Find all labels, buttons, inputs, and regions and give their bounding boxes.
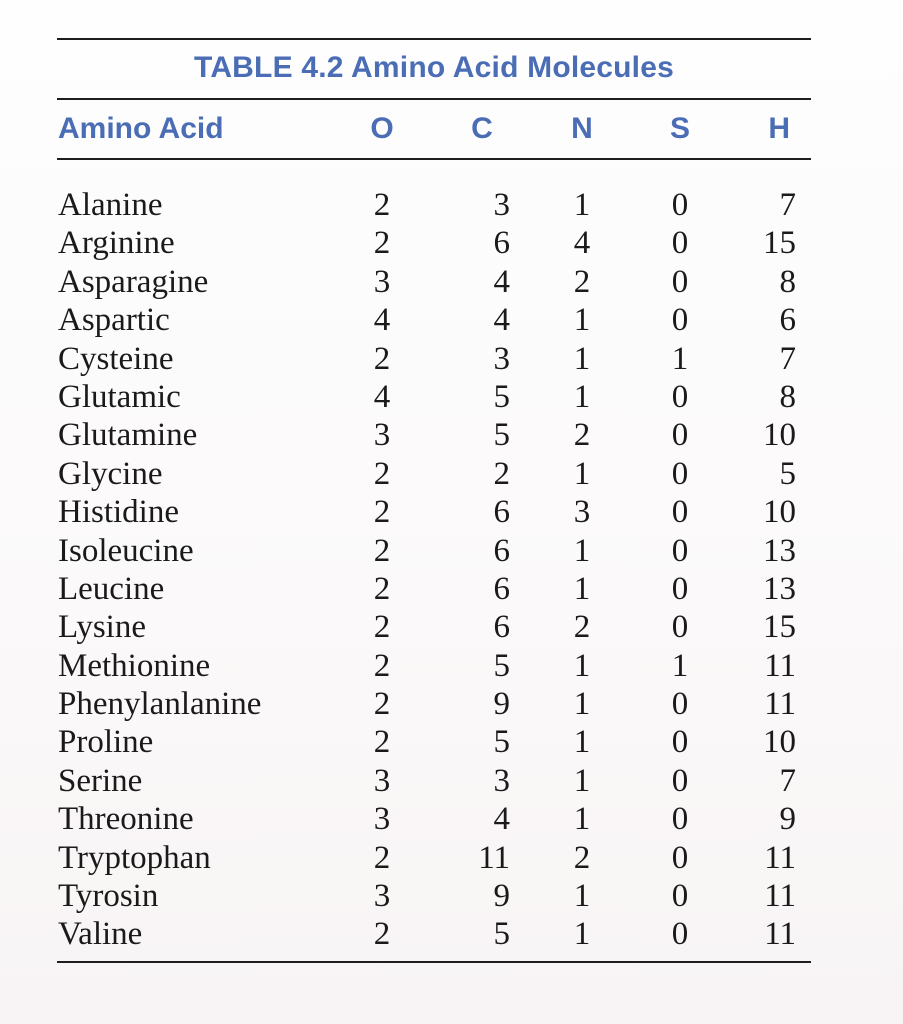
amino-acid-name: Valine xyxy=(58,916,143,953)
nitrogen-count: 1 xyxy=(573,570,591,607)
sulfur-count: 0 xyxy=(671,417,689,454)
sulfur-count: 0 xyxy=(671,225,689,262)
sulfur-count: 0 xyxy=(671,378,689,415)
table-row xyxy=(0,915,903,953)
amino-acid-name: Glycine xyxy=(58,455,163,492)
carbon-count: 6 xyxy=(493,225,510,262)
hydrogen-count: 10 xyxy=(763,494,796,531)
amino-acid-name: Alanine xyxy=(58,187,163,223)
sulfur-count: 1 xyxy=(671,647,689,684)
oxygen-count: 2 xyxy=(373,187,391,223)
table-row xyxy=(0,762,903,800)
hydrogen-count: 10 xyxy=(763,417,796,454)
carbon-count: 4 xyxy=(493,263,510,300)
table-row xyxy=(0,263,903,301)
nitrogen-count: 1 xyxy=(573,340,591,377)
carbon-count: 6 xyxy=(493,494,510,531)
carbon-count: 5 xyxy=(493,647,510,684)
amino-acid-name: Glutamic xyxy=(58,378,181,415)
amino-acid-name: Lysine xyxy=(58,609,146,646)
amino-acid-name: Tryptophan xyxy=(58,839,211,876)
sulfur-count: 0 xyxy=(671,302,689,339)
carbon-count: 9 xyxy=(493,686,510,723)
sulfur-count: 0 xyxy=(671,839,689,876)
hydrogen-count: 11 xyxy=(764,686,796,723)
amino-acid-name: Asparagine xyxy=(58,263,209,300)
nitrogen-count: 1 xyxy=(573,801,591,838)
nitrogen-count: 1 xyxy=(573,455,591,492)
oxygen-count: 2 xyxy=(373,724,391,761)
sulfur-count: 0 xyxy=(671,570,689,607)
oxygen-count: 2 xyxy=(373,455,391,492)
amino-acid-name: Arginine xyxy=(58,225,175,262)
top-rule xyxy=(57,38,811,40)
table-row xyxy=(0,532,903,570)
table-row xyxy=(0,493,903,531)
table-row xyxy=(0,839,903,877)
oxygen-count: 3 xyxy=(373,263,391,300)
oxygen-count: 4 xyxy=(373,302,391,339)
nitrogen-count: 1 xyxy=(573,378,591,415)
amino-acid-name: Threonine xyxy=(58,801,194,838)
title-rule xyxy=(57,98,811,100)
sulfur-count: 1 xyxy=(671,340,689,377)
header-sulfur: S xyxy=(669,112,690,145)
hydrogen-count: 8 xyxy=(779,263,796,300)
nitrogen-count: 1 xyxy=(573,532,591,569)
bottom-rule xyxy=(57,961,811,963)
nitrogen-count: 1 xyxy=(573,647,591,684)
hydrogen-count: 15 xyxy=(763,225,796,262)
hydrogen-count: 10 xyxy=(763,724,796,761)
carbon-count: 9 xyxy=(493,878,510,915)
amino-acid-name: Leucine xyxy=(58,570,165,607)
table-row xyxy=(0,416,903,454)
header-carbon: C xyxy=(471,112,493,145)
carbon-count: 3 xyxy=(493,762,510,799)
hydrogen-count: 8 xyxy=(779,378,796,415)
carbon-count: 6 xyxy=(493,570,510,607)
sulfur-count: 0 xyxy=(671,878,689,915)
oxygen-count: 2 xyxy=(373,340,391,377)
oxygen-count: 2 xyxy=(373,839,391,876)
table-title: TABLE 4.2 Amino Acid Molecules xyxy=(194,51,674,84)
table-row xyxy=(0,723,903,761)
oxygen-count: 3 xyxy=(373,878,391,915)
amino-acid-name: Proline xyxy=(58,724,154,761)
nitrogen-count: 2 xyxy=(573,263,591,300)
sulfur-count: 0 xyxy=(671,762,689,799)
table-row xyxy=(0,800,903,838)
oxygen-count: 2 xyxy=(373,532,391,569)
oxygen-count: 2 xyxy=(373,647,391,684)
table-row xyxy=(0,455,903,493)
nitrogen-count: 3 xyxy=(573,494,591,531)
hydrogen-count: 11 xyxy=(764,839,796,876)
carbon-count: 5 xyxy=(493,916,510,953)
carbon-count: 4 xyxy=(493,801,510,838)
header-rule xyxy=(57,158,811,160)
carbon-count: 4 xyxy=(493,302,510,339)
sulfur-count: 0 xyxy=(671,686,689,723)
nitrogen-count: 1 xyxy=(573,762,591,799)
table-row xyxy=(0,186,903,224)
oxygen-count: 4 xyxy=(373,378,391,415)
header-nitrogen: N xyxy=(571,112,593,145)
hydrogen-count: 7 xyxy=(779,340,796,377)
table-row xyxy=(0,647,903,685)
table-body xyxy=(0,186,903,954)
table-row xyxy=(0,685,903,723)
nitrogen-count: 1 xyxy=(573,302,591,339)
amino-acid-name: Aspartic xyxy=(58,302,170,339)
hydrogen-count: 11 xyxy=(764,647,796,684)
sulfur-count: 0 xyxy=(671,801,689,838)
carbon-count: 2 xyxy=(493,455,510,492)
carbon-count: 5 xyxy=(493,724,510,761)
sulfur-count: 0 xyxy=(671,494,689,531)
hydrogen-count: 15 xyxy=(763,609,796,646)
carbon-count: 3 xyxy=(493,187,510,223)
sulfur-count: 0 xyxy=(671,916,689,953)
nitrogen-count: 1 xyxy=(573,916,591,953)
oxygen-count: 2 xyxy=(373,916,391,953)
carbon-count: 5 xyxy=(493,417,510,454)
nitrogen-count: 1 xyxy=(573,187,591,223)
amino-acid-name: Serine xyxy=(58,762,143,799)
table-row xyxy=(0,570,903,608)
amino-acid-name: Phenylanlanine xyxy=(58,686,262,723)
oxygen-count: 2 xyxy=(373,686,391,723)
nitrogen-count: 1 xyxy=(573,878,591,915)
carbon-count: 6 xyxy=(493,532,510,569)
carbon-count: 11 xyxy=(478,839,510,876)
sulfur-count: 0 xyxy=(671,532,689,569)
nitrogen-count: 2 xyxy=(573,609,591,646)
hydrogen-count: 13 xyxy=(763,532,796,569)
sulfur-count: 0 xyxy=(671,724,689,761)
hydrogen-count: 11 xyxy=(764,916,796,953)
amino-acid-name: Glutamine xyxy=(58,417,198,454)
table-row xyxy=(0,340,903,378)
header-oxygen: O xyxy=(370,112,394,145)
table-row xyxy=(0,378,903,416)
nitrogen-count: 2 xyxy=(573,417,591,454)
carbon-count: 3 xyxy=(493,340,510,377)
sulfur-count: 0 xyxy=(671,609,689,646)
table-header-row xyxy=(0,108,903,150)
hydrogen-count: 6 xyxy=(779,302,796,339)
carbon-count: 5 xyxy=(493,378,510,415)
table-row xyxy=(0,224,903,262)
table-row xyxy=(0,301,903,339)
oxygen-count: 2 xyxy=(373,570,391,607)
hydrogen-count: 13 xyxy=(763,570,796,607)
oxygen-count: 3 xyxy=(373,417,391,454)
hydrogen-count: 5 xyxy=(779,455,796,492)
sulfur-count: 0 xyxy=(671,187,689,223)
oxygen-count: 2 xyxy=(373,609,391,646)
oxygen-count: 2 xyxy=(373,494,391,531)
amino-acid-name: Isoleucine xyxy=(58,532,194,569)
header-hydrogen: H xyxy=(768,112,790,145)
amino-acid-name: Cysteine xyxy=(58,340,174,377)
hydrogen-count: 7 xyxy=(779,187,796,223)
oxygen-count: 3 xyxy=(373,762,391,799)
carbon-count: 6 xyxy=(493,609,510,646)
oxygen-count: 2 xyxy=(373,225,391,262)
hydrogen-count: 9 xyxy=(779,801,796,838)
hydrogen-count: 7 xyxy=(779,762,796,799)
nitrogen-count: 4 xyxy=(573,225,591,262)
hydrogen-count: 11 xyxy=(764,878,796,915)
amino-acid-name: Methionine xyxy=(58,647,211,684)
header-amino-acid: Amino Acid xyxy=(58,112,224,145)
oxygen-count: 3 xyxy=(373,801,391,838)
nitrogen-count: 1 xyxy=(573,686,591,723)
nitrogen-count: 1 xyxy=(573,724,591,761)
amino-acid-name: Tyrosin xyxy=(58,878,159,915)
sulfur-count: 0 xyxy=(671,455,689,492)
sulfur-count: 0 xyxy=(671,263,689,300)
table-row xyxy=(0,877,903,915)
nitrogen-count: 2 xyxy=(573,839,591,876)
table-row xyxy=(0,608,903,646)
amino-acid-name: Histidine xyxy=(58,494,179,531)
